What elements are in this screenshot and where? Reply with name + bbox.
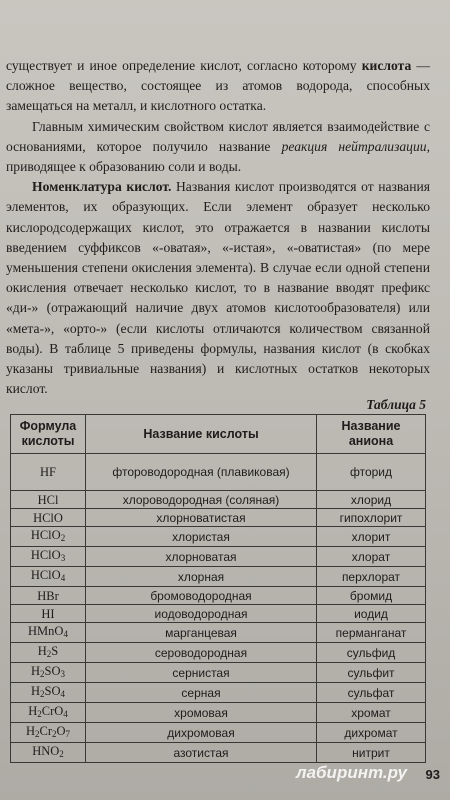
table-row <box>11 743 426 763</box>
text-run: существует и иное определение кислот, согласно которому <box>6 58 362 73</box>
formula-part: HF <box>40 465 56 479</box>
formula-subscript: 3 <box>60 669 65 679</box>
table-row <box>11 663 426 683</box>
acid-name-cell: хромовая <box>86 703 317 723</box>
anion-name-cell: гипохлорит <box>317 509 426 527</box>
formula-part: HNO <box>32 744 60 758</box>
anion-name-cell: хлорат <box>317 547 426 567</box>
body-text <box>6 56 430 399</box>
anion-name-cell: фторид <box>317 454 426 491</box>
formula-cell <box>11 587 86 605</box>
formula-cell <box>11 605 86 623</box>
acid-name-cell: азотистая <box>86 743 317 763</box>
acid-name-cell: хлорноватая <box>86 547 317 567</box>
formula-cell <box>11 491 86 509</box>
table-row <box>11 723 426 743</box>
formula-part: HMnO <box>28 624 64 638</box>
anion-name-cell: хлорит <box>317 527 426 547</box>
table-row <box>11 623 426 643</box>
formula-part: H <box>30 664 41 678</box>
formula-subscript: 2 <box>52 729 57 739</box>
table-row <box>11 454 426 491</box>
acid-name-cell: бромоводородная <box>86 587 317 605</box>
formula-subscript: 4 <box>63 709 68 719</box>
section-heading: Номенклатура кислот. <box>32 179 172 195</box>
header-acid-name: Название кислоты <box>86 415 317 454</box>
bold-term: кислота <box>361 58 412 73</box>
anion-name-cell: сульфат <box>317 683 426 703</box>
formula-cell <box>11 623 86 643</box>
formula-part: H <box>25 724 35 738</box>
anion-name-cell: перхлорат <box>317 567 426 587</box>
paragraph-nomenclature <box>6 177 430 399</box>
acid-name-cell: марганцевая <box>86 623 317 643</box>
formula-subscript: 2 <box>40 669 45 679</box>
anion-name-cell: дихромат <box>317 723 426 743</box>
formula-subscript: 4 <box>63 629 68 639</box>
formula-cell <box>11 683 86 703</box>
table-row <box>11 527 426 547</box>
formula-cell <box>11 454 86 491</box>
table-caption: Таблица 5 <box>366 397 426 412</box>
paragraph-acid-definition <box>6 56 430 117</box>
formula-part: HBr <box>37 588 59 603</box>
formula-subscript: 2 <box>59 749 64 759</box>
anion-name-cell: хромат <box>317 703 426 723</box>
acid-name-cell: иодоводородная <box>86 605 317 623</box>
text-run: Главным химическим свойством кислот является взаимодействие с основаниями, которое получило название <box>6 118 430 154</box>
formula-part: HClO <box>30 528 61 542</box>
formula-cell <box>11 723 86 743</box>
table-body <box>11 454 426 763</box>
formula-part: O <box>56 724 66 738</box>
header-formula: Формула кислоты <box>11 415 86 454</box>
formula-cell <box>11 663 86 683</box>
formula-part: SO <box>44 684 61 698</box>
acid-name-cell: хлороводородная (соляная) <box>86 491 317 509</box>
formula-part: H <box>30 684 41 698</box>
acid-name-cell: дихромовая <box>86 723 317 743</box>
anion-name-cell: перманганат <box>317 623 426 643</box>
acid-name-cell: серная <box>86 683 317 703</box>
table-row <box>11 509 426 527</box>
table-row <box>11 587 426 605</box>
formula-part: Cr <box>39 724 52 738</box>
formula-cell <box>11 547 86 567</box>
table-row <box>11 683 426 703</box>
acid-name-cell: хлорноватистая <box>86 509 317 527</box>
formula-part: CrO <box>41 704 64 718</box>
anion-name-cell: сульфит <box>317 663 426 683</box>
formula-part: SO <box>44 664 61 678</box>
paragraph-neutralization <box>6 117 430 178</box>
table-row <box>11 567 426 587</box>
formula-subscript: 7 <box>65 729 71 739</box>
italic-term: реакция нейтрализации <box>281 138 427 154</box>
header-anion-name: Название аниона <box>317 415 426 454</box>
table-header-row <box>11 415 426 454</box>
formula-cell <box>11 527 86 547</box>
formula-subscript: 3 <box>60 553 66 563</box>
anion-name-cell: иодид <box>317 605 426 623</box>
text-run: — сложное вещество, состоящее из атомов водорода, способных замещаться на металл, и кислотного остатка. <box>6 58 430 114</box>
table-row <box>11 703 426 723</box>
formula-part: H <box>37 644 47 658</box>
formula-subscript: 2 <box>60 533 66 543</box>
formula-subscript: 2 <box>46 649 52 659</box>
acids-table <box>10 414 426 763</box>
anion-name-cell: бромид <box>317 587 426 605</box>
acid-name-cell: сероводородная <box>86 643 317 663</box>
acid-name-cell: хлористая <box>86 527 317 547</box>
formula-subscript: 2 <box>35 729 40 739</box>
acid-name-cell: сернистая <box>86 663 317 683</box>
text-run: Названия кислот производятся от названия элементов, их образующих. Если элемент образует несколько кислородсодержащих кислот, это отражается в названии кислоты введением суффиксов «-оватая», «-истая», «-оватистая» (по мере уменьшения степени окисления элемента). В случае если одной степени окисления отвечает несколько кислот, то в название вводят префикс «ди-» (отражающий наличие двух атомов кислотообразователя) или «мета-», «орто-» (если кислоты отличаются количеством связанной воды). В таблице 5 приведены формулы, названия кислот (в скобках указаны тривиальные названия) и кислотных остатков некоторых кислот. <box>6 179 430 397</box>
table-row <box>11 643 426 663</box>
page-number: 93 <box>425 767 440 782</box>
text-run: , приводящее к образованию соли и воды. <box>6 138 430 175</box>
watermark: лабиринт.ру <box>296 763 407 782</box>
formula-part: HI <box>41 606 55 621</box>
formula-subscript: 4 <box>60 573 66 583</box>
formula-cell <box>11 567 86 587</box>
formula-part: HClO <box>30 548 61 562</box>
acid-name-cell: фтороводородная (плавиковая) <box>86 454 317 491</box>
anion-name-cell: сульфид <box>317 643 426 663</box>
formula-part: H <box>28 704 38 718</box>
formula-subscript: 4 <box>60 689 65 699</box>
formula-part: S <box>51 644 59 658</box>
formula-cell <box>11 743 86 763</box>
anion-name-cell: нитрит <box>317 743 426 763</box>
acid-name-cell: хлорная <box>86 567 317 587</box>
formula-cell <box>11 643 86 663</box>
formula-part: HCl <box>37 492 59 507</box>
formula-cell <box>11 509 86 527</box>
formula-subscript: 2 <box>40 689 45 699</box>
table-row <box>11 605 426 623</box>
formula-part: HClO <box>33 510 63 525</box>
table-row <box>11 547 426 567</box>
formula-part: HClO <box>30 568 61 582</box>
anion-name-cell: хлорид <box>317 491 426 509</box>
formula-cell <box>11 703 86 723</box>
formula-subscript: 2 <box>37 709 42 719</box>
table-row <box>11 491 426 509</box>
